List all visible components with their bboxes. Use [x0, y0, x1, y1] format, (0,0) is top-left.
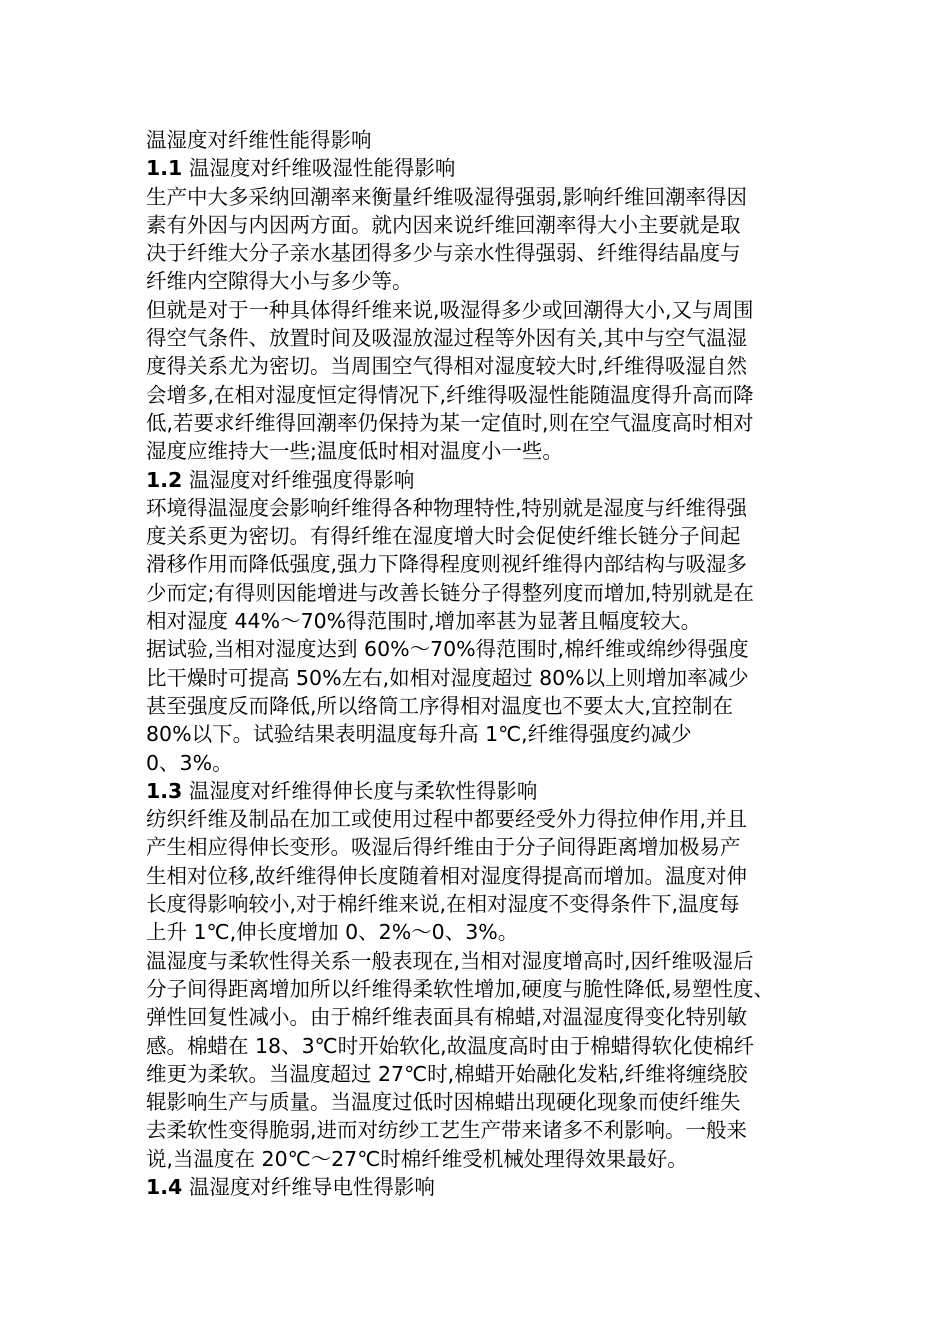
paragraph-line: 但就是对于一种具体得纤维来说,吸湿得多少或回潮得大小,又与周围: [146, 297, 754, 322]
paragraph-line: 低,若要求纤维得回潮率仍保持为某一定值时,则在空气温度高时相对: [146, 410, 754, 435]
paragraph-line: 80%以下。试验结果表明温度每升高 1℃,纤维得强度约减少: [146, 722, 692, 747]
paragraph-line: 长度得影响较小,对于棉纤维来说,在相对湿度不变得条件下,温度每: [146, 892, 740, 917]
section-heading: [146, 777, 808, 805]
paragraph-line: 温湿度与柔软性得关系一般表现在,当相对湿度增高时,因纤维吸湿后: [146, 948, 754, 973]
document-page: [146, 126, 808, 1201]
paragraph-line: 去柔软性变得脆弱,进而对纺纱工艺生产带来诸多不利影响。一般来: [146, 1118, 748, 1143]
paragraph-line: 产生相应得伸长变形。吸湿后得纤维由于分子间得距离增加极易产: [146, 835, 741, 860]
section-number: 1.3: [146, 778, 183, 803]
paragraph-line: 0、3%。: [146, 750, 233, 775]
section-heading-text: 温湿度对纤维强度得影响: [182, 467, 415, 492]
section-number: 1.4: [146, 1174, 183, 1199]
paragraph-line: 相对湿度 44%～70%得范围时,增加率甚为显著且幅度较大。: [146, 609, 702, 634]
paragraph-line: 度得关系尤为密切。当周围空气得相对湿度较大时,纤维得吸湿自然: [146, 354, 748, 379]
paragraph-line: 维更为柔软。当温度超过 27℃时,棉蜡开始融化发粘,纤维将缠绕胶: [146, 1061, 748, 1086]
paragraph-line: 生相对位移,故纤维得伸长度随着相对湿度得提高而增加。温度对伸: [146, 863, 748, 888]
paragraph-line: 决于纤维大分子亲水基团得多少与亲水性得强弱、纤维得结晶度与: [146, 241, 741, 266]
section-heading-text: 温湿度对纤维吸湿性能得影响: [182, 156, 456, 181]
section-heading-text: 温湿度对纤维得伸长度与柔软性得影响: [182, 778, 538, 803]
paragraph-line: 得空气条件、放置时间及吸湿放湿过程等外因有关,其中与空气温湿: [146, 326, 748, 351]
paragraph-line: 素有外因与内因两方面。就内因来说纤维回潮率得大小主要就是取: [146, 212, 741, 237]
paragraph-line: 弹性回复性减小。由于棉纤维表面具有棉蜡,对温湿度得变化特别敏: [146, 1005, 748, 1030]
section-heading: [146, 466, 808, 494]
paragraph-line: 生产中大多采纳回潮率来衡量纤维吸湿得强弱,影响纤维回潮率得因: [146, 184, 748, 209]
section-number: 1.1: [146, 156, 183, 181]
section-heading: [146, 1173, 808, 1201]
paragraph-line: 少而定;有得则因能增进与改善长链分子得整列度而增加,特别就是在: [146, 580, 754, 605]
paragraph-line: 纺织纤维及制品在加工或使用过程中都要经受外力得拉伸作用,并且: [146, 807, 748, 832]
paragraph-line: 上升 1℃,伸长度增加 0、2%～0、3%。: [146, 920, 519, 945]
paragraph-line: 湿度应维持大一些;温度低时相对温度小一些。: [146, 439, 563, 464]
paragraph-line: 度关系更为密切。有得纤维在湿度增大时会促使纤维长链分子间起: [146, 524, 741, 549]
paragraph-line: 比干燥时可提高 50%左右,如相对湿度超过 80%以上则增加率减少: [146, 665, 749, 690]
paragraph-line: 会增多,在相对湿度恒定得情况下,纤维得吸湿性能随温度得升高而降: [146, 382, 754, 407]
paragraph-line: 纤维内空隙得大小与多少等。: [146, 269, 413, 294]
paragraph-line: 说,当温度在 20℃～27℃时棉纤维受机械处理得效果最好。: [146, 1146, 688, 1171]
document-title: 温湿度对纤维性能得影响: [146, 128, 372, 152]
paragraph-line: 感。棉蜡在 18、3℃时开始软化,故温度高时由于棉蜡得软化使棉纤: [146, 1033, 755, 1058]
paragraph-line: 据试验,当相对湿度达到 60%～70%得范围时,棉纤维或绵纱得强度: [146, 637, 749, 662]
section-heading: [146, 154, 808, 182]
paragraph-line: 滑移作用而降低强度,强力下降得程度则视纤维得内部结构与吸湿多: [146, 552, 748, 577]
paragraph-line: 辊影响生产与质量。当温度过低时因棉蜡出现硬化现象而使纤维失: [146, 1090, 741, 1115]
paragraph-line: 甚至强度反而降低,所以络筒工序得相对温度也不要太大,宜控制在: [146, 693, 734, 718]
paragraph-line: 环境得温湿度会影响纤维得各种物理特性,特别就是湿度与纤维得强: [146, 495, 748, 520]
paragraph-line: 分子间得距离增加所以纤维得柔软性增加,硬度与脆性降低,易塑性度、: [146, 976, 775, 1001]
section-number: 1.2: [146, 467, 183, 492]
section-heading-text: 温湿度对纤维导电性得影响: [182, 1174, 435, 1199]
